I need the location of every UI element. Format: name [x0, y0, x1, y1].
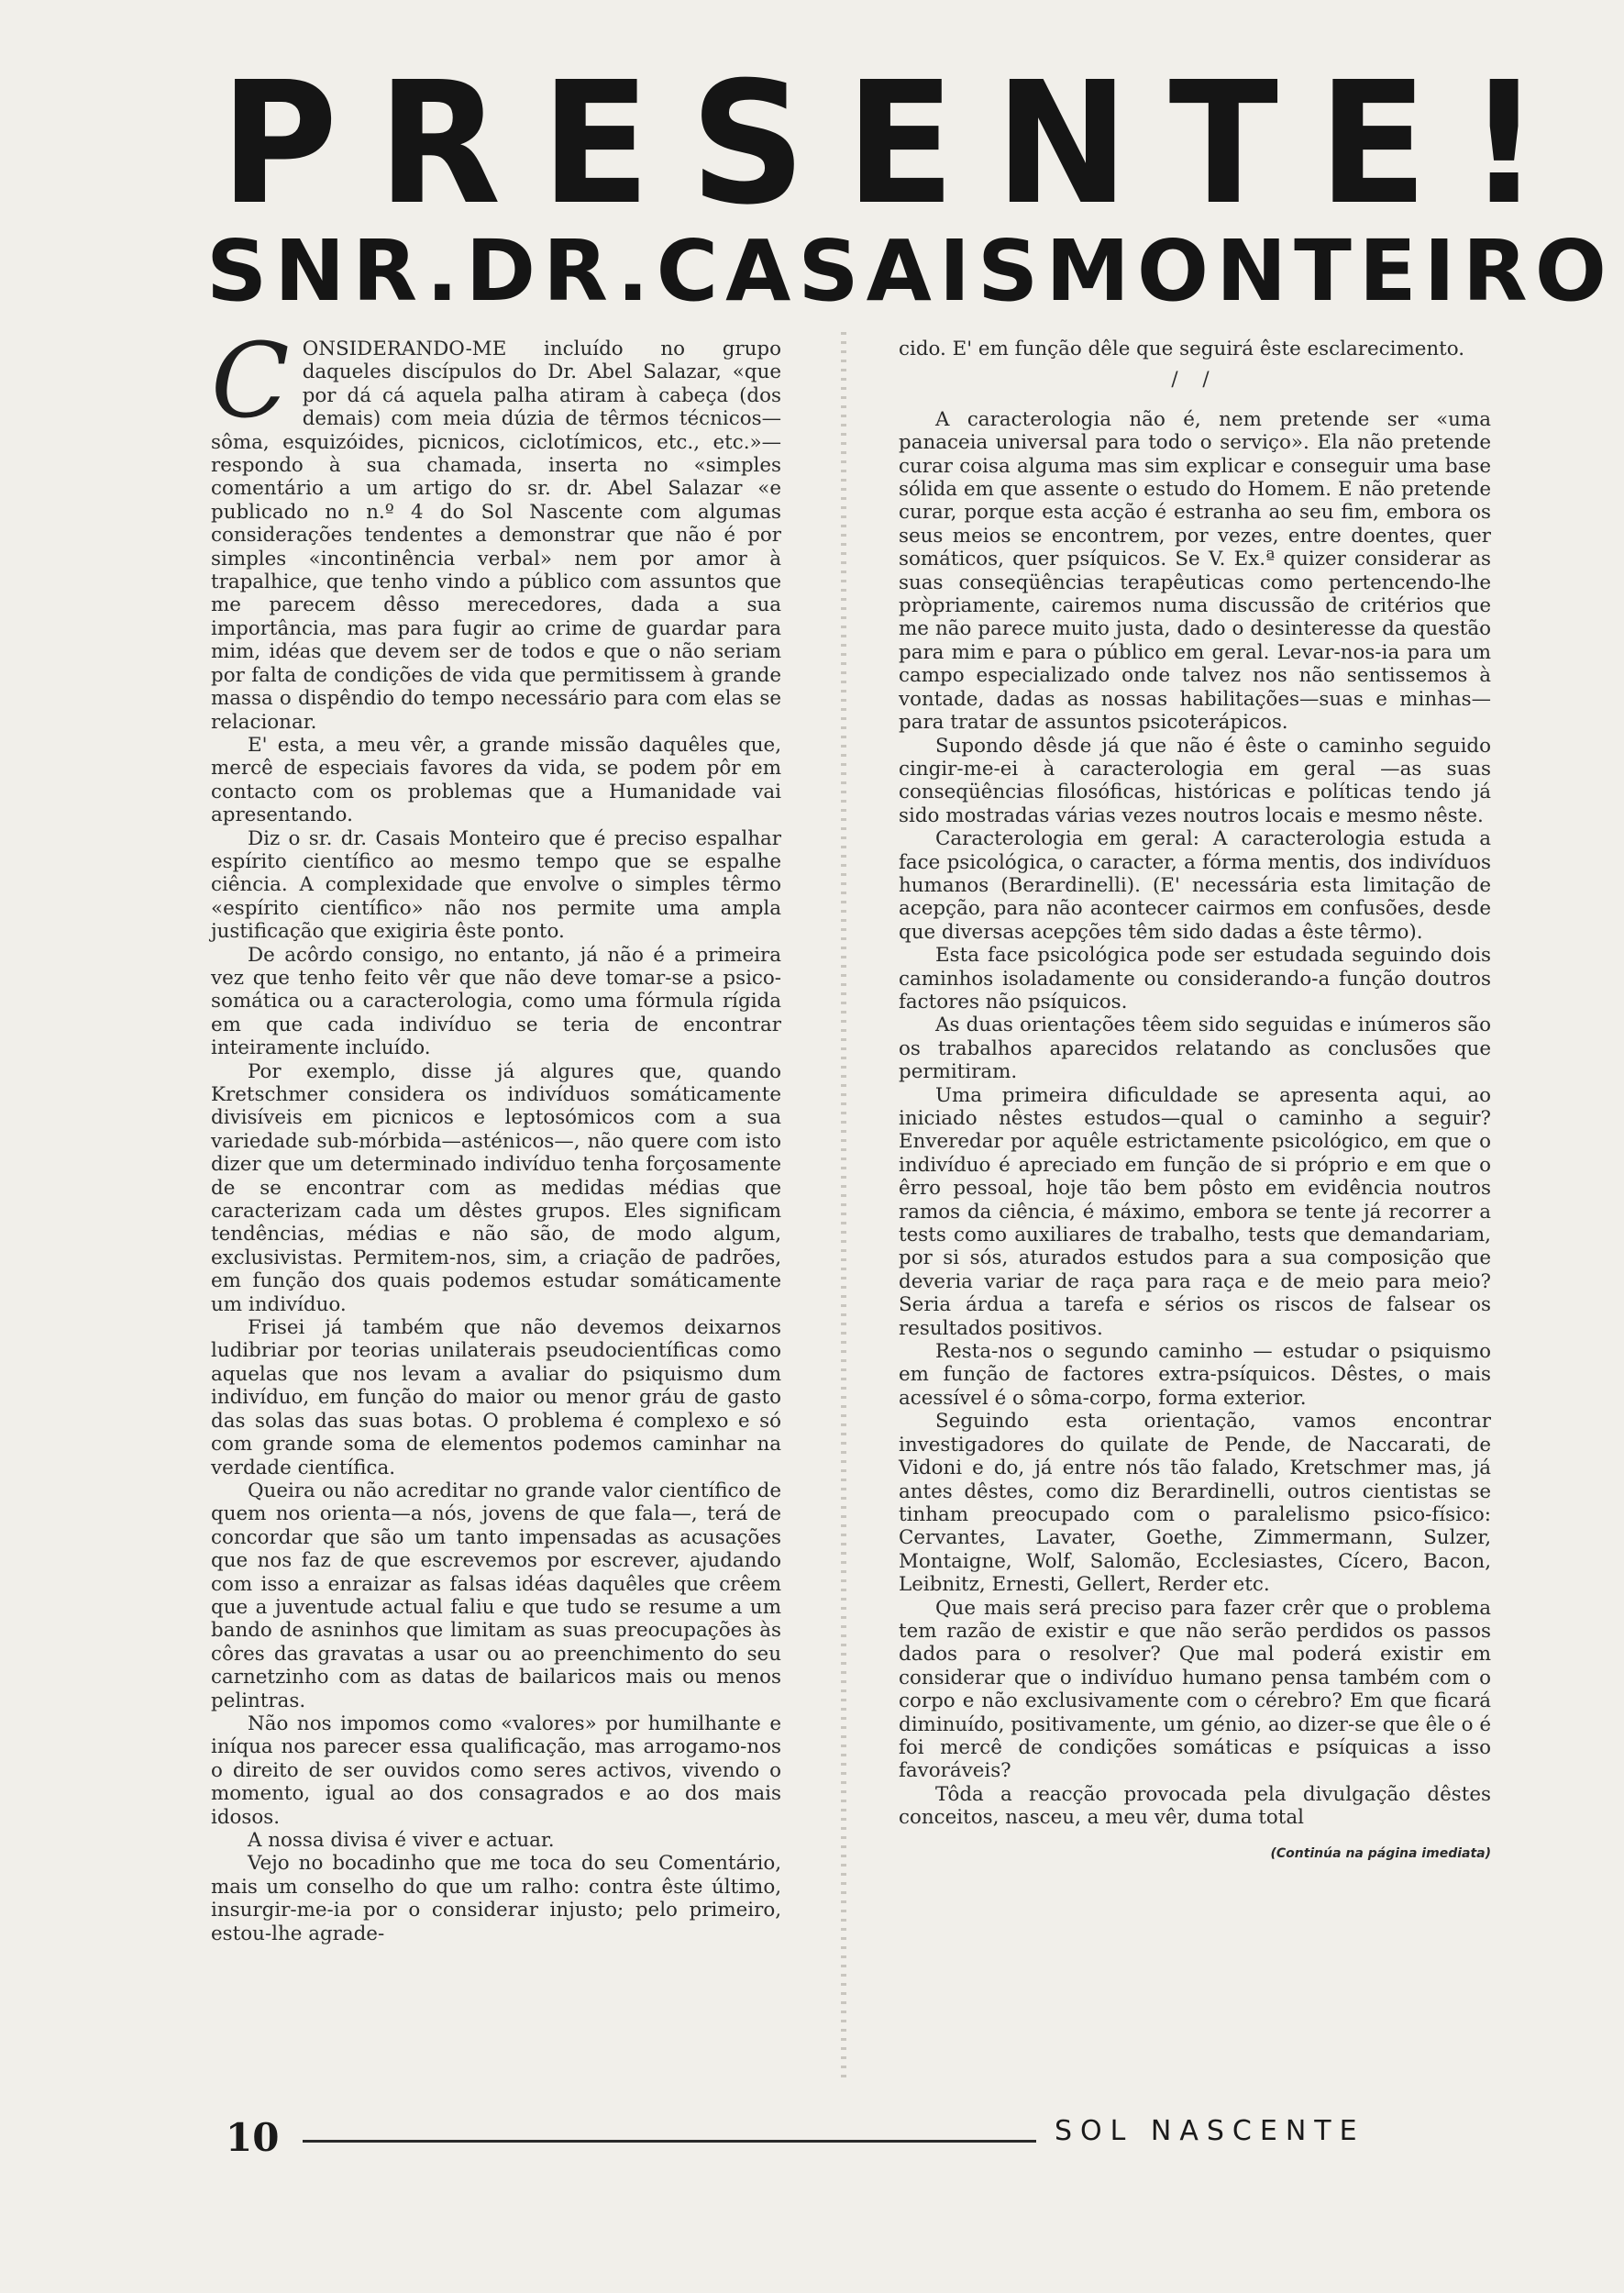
- article-paragraph: Uma primeira dificuldade se apresenta aqui, ao iniciado nêstes estudos—qual o caminho a seguir? Enveredar por aquêle estrictamente psicológico, em que o indivíduo é apreciado em função de si próprio e em que o êrro pessoal, hoje tão bem pôsto em evidência noutros ramos da ciência, é máximo, embora se tente já recorrer a tests como auxiliares de trabalho, tests que demandariam, por si sós, aturados estudos para a sua composição que deveria variar de raça para raça e de meio para meio? Seria árdua a tarefa e sérios os riscos de falsear os resultados positivos.: [899, 1083, 1491, 1340]
- headline-presente: [220, 46, 1541, 243]
- subheadline-word: DR.: [465, 222, 657, 320]
- subheadline-word: MONTEIRO: [1045, 222, 1614, 320]
- headline-letter: E: [1318, 46, 1428, 243]
- article-paragraph: Caracterologia em geral: A caracterologia estuda a face psicológica, o caracter, a fórma mentis, dos indivíduos humanos (Berardinelli). (E' necessária esta limitação de acepção, para não acontecer cairmos em confusões, desde que diversas acepções têm sido dadas a êste têrmo).: [899, 827, 1491, 944]
- headline-letter: T: [1168, 46, 1278, 243]
- article-paragraph: As duas orientações têem sido seguidas e inúmeros são os trabalhos aparecidos relatando as conclusões que permitiram.: [899, 1014, 1491, 1084]
- headline-letter: !: [1467, 46, 1541, 243]
- article-column-left: [211, 322, 781, 1945]
- article-paragraph: Não nos impomos como «valores» por humilhante e iníqua nos parecer essa qualificação, mas arrogamo-nos o direito de ser ouvidos como seres activos, vivendo o momento, igual ao dos consagrados e ao dos mais idosos.: [211, 1711, 781, 1829]
- article-paragraph: Queira ou não acreditar no grande valor científico de quem nos orienta—a nós, jovens de que fala—, terá de concordar que são um tanto impensadas as acusações que nos faz de que escrevemos por escrever, ajudando com isso a enraizar as falsas idéas daquêles que crêem que a juventude actual faliu e que tudo se resume a um bando de asninhos que limitam as suas preocupações às côres das gravatas a usar ou ao preenchimento do seu carnetzinho com as datas de bailaricos mais ou menos pelintras.: [211, 1479, 781, 1712]
- page-number: 10: [226, 2115, 280, 2160]
- article-paragraph: Seguindo esta orientação, vamos encontrar investigadores do quilate de Pende, de Naccarati, de Vidoni e do, já entre nós tão falado, Kretschmer mas, já antes dêstes, como diz Berardinelli, outros cientistas se tinham preocupado com o paralelismo psico-físico: Cervantes, Lavater, Goethe, Zimmermann, Sulzer, Montaigne, Wolf, Salomão, Ecclesiastes, Cícero, Bacon, Leibnitz, Ernesti, Gellert, Rerder etc.: [899, 1410, 1491, 1597]
- article-paragraph: Que mais será preciso para fazer crêr que o problema tem razão de existir e que não serão perdidos os passos dados para o resolver? Que mal poderá existir em considerar que o indivíduo humano pensa também com o corpo e não exclusivamente com o cérebro? Em que ficará diminuído, positivamente, um génio, ao dizer-se que êle o é foi mercê de condições somáticas e psíquicas a isso favoráveis?: [899, 1596, 1491, 1783]
- article-paragraph: Frisei já também que não devemos deixarnos ludibriar por teorias unilaterais pseudocientíficas como aquelas que nos levam a avaliar do psiquismo dum indivíduo, em função do maior ou menor gráu de gasto das solas das suas botas. O problema é complexo e só com grande soma de elementos podemos caminhar na verdade científica.: [211, 1316, 781, 1479]
- article-paragraph: Supondo dêsde já que não é êste o caminho seguido cingir-me-ei à caracterologia em geral —as suas conseqüências filosóficas, históricas e políticas tendo já sido mostradas várias vezes noutros locais e mesmo nêste.: [899, 734, 1491, 827]
- subheadline-word: CASAIS: [656, 222, 1046, 320]
- headline-letter: P: [220, 46, 338, 243]
- footer-rule: [303, 2140, 1036, 2143]
- magazine-name: SOL NASCENTE: [1055, 2115, 1365, 2147]
- article-paragraph: A caracterologia não é, nem pretende ser «uma panaceia universal para todo o serviço». Ela não pretende curar coisa alguma mas sim explicar e conseguir uma base sólida em que assente o estudo do Homem. E não pretende curar, porque esta acção é estranha ao seu fim, embora os seus meios se encontrem, por vezes, entre doentes, quer somáticos, quer psíquicos. Se V. Ex.ª quizer considerar as suas conseqüências terapêuticas como pertencendo-lhe pròpriamente, cairemos numa discussão de critérios que me não parece muito justa, dado o desinteresse da questão para mim e para o público em geral. Levar-nos-ia para um campo especializado onde talvez nos não sentissemos à vontade, dadas as nossas habilitações—suas e minhas—para tratar de assuntos psicoterápicos.: [899, 407, 1491, 735]
- article-paragraph: De acôrdo consigo, no entanto, já não é a primeira vez que tenho feito vêr que não deve tomar-se a psico-somática ou a caracterologia, como uma fórmula rígida em que cada indivíduo se teria de encontrar inteiramente incluído.: [211, 943, 781, 1060]
- subheadline-addressee: [206, 222, 1614, 320]
- drop-cap: C: [211, 322, 290, 441]
- section-mark: / /: [1171, 368, 1219, 392]
- article-paragraph: Resta-nos o segundo caminho — estudar o psiquismo em função de factores extra-psíquicos. Dêstes, o mais acessível é o sôma-corpo, forma exterior.: [899, 1340, 1491, 1410]
- article-paragraph: Esta face psicológica pode ser estudada seguindo dois caminhos isoladamente ou considerando-a função doutros factores não psíquicos.: [899, 944, 1491, 1014]
- continuation-note: (Continúa na página imediata): [1270, 1845, 1491, 1861]
- subheadline-word: SNR.: [206, 222, 466, 320]
- article-paragraph: Vejo no bocadinho que me toca do seu Comentário, mais um conselho do que um ralho: contra êste último, insurgir-me-ia por o considerar injusto; pelo primeiro, estou-lhe agrade-: [211, 1852, 781, 1945]
- article-paragraph: Por exemplo, disse já algures que, quando Kretschmer considera os indivíduos somáticamente divisíveis em picnicos e leptosómicos com a sua variedade sub-mórbida—asténicos—, não quere com isto dizer que um determinado indivíduo tenha forçosamente de se encontrar com as medidas médias que caracterizam cada um dêstes grupos. Eles significam tendências, médias e não são, de modo algum, exclusivistas. Permitem-nos, sim, a criação de padrões, em função dos quais podemos estudar somáticamente um indivíduo.: [211, 1059, 781, 1316]
- column-divider: [825, 332, 862, 2084]
- headline-letter: N: [994, 46, 1130, 243]
- article-column-right: [899, 338, 1491, 1866]
- article-paragraph: E' esta, a meu vêr, a grande missão daquêles que, mercê de especiais favores da vida, se podem pôr em contacto com os problemas que a Humanidade vai apresentando.: [211, 733, 781, 827]
- headline-letter: E: [845, 46, 956, 243]
- article-paragraph: cido. E' em função dêle que seguirá êste esclarecimento.: [899, 338, 1465, 360]
- article-paragraph: [211, 322, 781, 734]
- paragraph-text: ONSIDERANDO-ME incluído no grupo daqueles discípulos do Dr. Abel Salazar, «que por dá cá aquela palha atiram à cabeça (dos demais) com meia dúzia de têrmos técnicos—sôma, esquizóides, picnicos, ciclotímicos, etc., etc.»—respondo à sua chamada, inserta no «simples comentário a um artigo do sr. dr. Abel Salazar «e publicado no n.º 4 do Sol Nascente com algumas considerações tendentes a demonstrar que não é por simples «incontinência verbal» nem por amor à trapalhice, que tenho vindo a público com assuntos que me parecem dêsso merecedores, dada a sua importância, mas para fugir ao crime de guardar para mim, idéas que devem ser de todos e que o não seriam por falta de condições de vida que permitissem à grande massa o dispêndio do tempo necessário para com elas se relacionar.: [211, 338, 781, 734]
- article-paragraph: Tôda a reacção provocada pela divulgação dêstes conceitos, nasceu, a meu vêr, duma total: [899, 1782, 1491, 1830]
- headline-letter: R: [377, 46, 502, 243]
- headline-letter: S: [690, 46, 806, 243]
- article-paragraph: Diz o sr. dr. Casais Monteiro que é preciso espalhar espírito científico ao mesmo tempo que se espalhe ciência. A complexidade que envolve o simples têrmo «espírito científico» não nos permite uma ampla justificação que exigiria êste ponto.: [211, 826, 781, 944]
- article-paragraph: A nossa divisa é viver e actuar.: [248, 1829, 555, 1852]
- headline-letter: E: [540, 46, 651, 243]
